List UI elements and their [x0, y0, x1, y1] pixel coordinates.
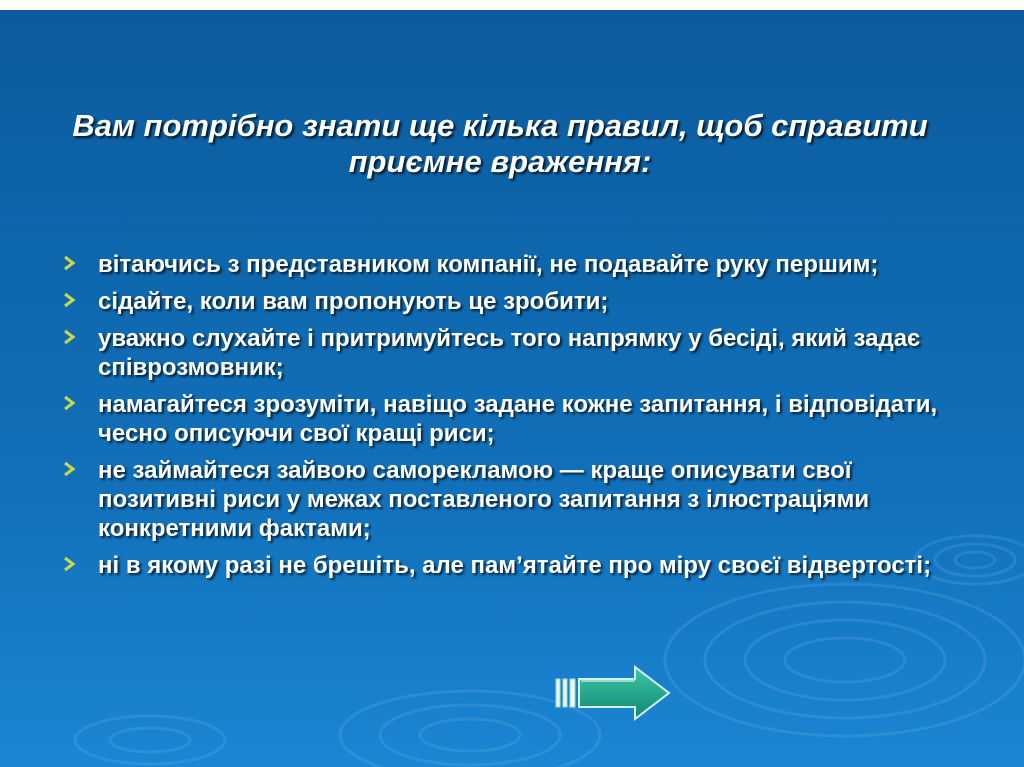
list-item-text: уважно слухайте і притримуйтесь того напрямку у бесіді, який задає співрозмовник;: [98, 325, 921, 381]
title-line-2: приємне враження:: [348, 144, 652, 179]
list-item: [60, 551, 940, 580]
list-item-text: вітаючись з представником компанії, не подавайте руку першим;: [98, 251, 879, 278]
list-item-text: не займайтеся зайвою саморекламою — краще описувати свої позитивні риси у межах поставленого запитання з ілюстраціями конкретними фактами;: [98, 457, 870, 542]
chevron-right-icon: [62, 327, 78, 347]
rules-list: [60, 250, 940, 588]
chevron-right-icon: [62, 459, 78, 479]
next-arrow-icon[interactable]: [555, 665, 673, 727]
slide-title: [20, 108, 980, 180]
list-item: [60, 287, 940, 316]
title-line-1: Вам потрібно знати ще кілька правил, щоб справити: [72, 108, 928, 143]
list-item: [60, 390, 940, 448]
list-item-text: намагайтеся зрозуміти, навіщо задане кожне запитання, і відповідати, чесно описуючи свої кращі риси;: [98, 391, 938, 447]
list-item-text: сідайте, коли вам пропонують це зробити;: [98, 288, 609, 315]
chevron-right-icon: [62, 393, 78, 413]
chevron-right-icon: [62, 554, 78, 574]
chevron-right-icon: [62, 290, 78, 310]
list-item-text: ні в якому разі не брешіть, але пам’ятайте про міру своєї відвертості;: [98, 552, 932, 579]
list-item: [60, 324, 940, 382]
list-item: [60, 456, 940, 543]
chevron-right-icon: [62, 253, 78, 273]
list-item: [60, 250, 940, 279]
